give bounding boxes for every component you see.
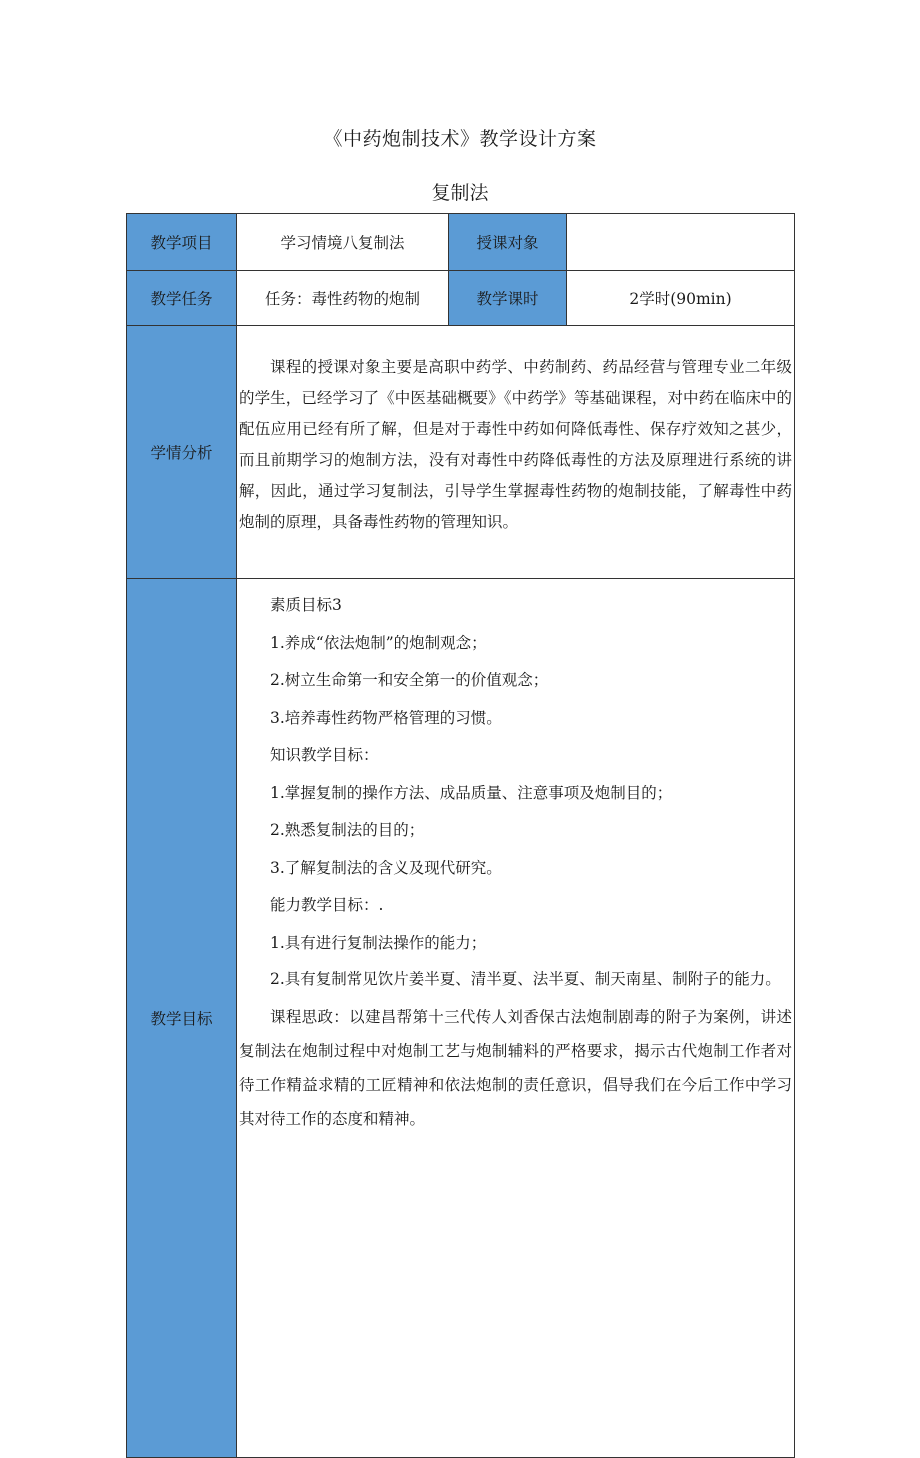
goals-label: 教学目标	[127, 579, 237, 1458]
audience-label: 授课对象	[449, 214, 567, 271]
project-value: 学习情境八复制法	[237, 214, 449, 271]
civic-text: 课程思政：以建昌帮第十三代传人刘香保古法炮制剧毒的附子为案例，讲述复制法在炮制过程中对炮制工艺与炮制辅料的严格要求，揭示古代炮制工作者对待工作精益求精的工匠精神和依法炮制的责任意识，倡导我们在今后工作中学习其对待工作的态度和精神。	[239, 1008, 792, 1128]
knowledge-item: 3.了解复制法的含义及现代研究。	[270, 858, 502, 877]
quality-item: 1.养成“依法炮制”的炮制观念；	[270, 633, 487, 652]
task-value: 任务：毒性药物的炮制	[237, 271, 449, 326]
knowledge-item: 2.熟悉复制法的目的；	[270, 821, 425, 839]
analysis-cell	[237, 326, 795, 579]
hours-label: 教学课时	[449, 271, 567, 326]
quality-item: 2.树立生命第一和安全第一的价值观念；	[270, 671, 549, 689]
row-task	[127, 271, 795, 326]
document-subtitle: 复制法	[431, 182, 489, 204]
hours-value: 2学时(90min)	[567, 271, 795, 326]
quality-heading: 素质目标3	[270, 596, 342, 614]
teaching-plan-table	[126, 213, 795, 1458]
analysis-label: 学情分析	[127, 326, 237, 579]
ability-heading: 能力教学目标：.	[270, 896, 384, 914]
project-label: 教学项目	[127, 214, 237, 271]
row-goals	[127, 579, 795, 1458]
quality-item: 3.培养毒性药物严格管理的习惯。	[270, 708, 502, 727]
goals-cell	[237, 579, 795, 1458]
knowledge-heading: 知识教学目标：	[270, 746, 379, 764]
ability-item: 2.具有复制常见饮片姜半夏、清半夏、法半夏、制天南星、制附子的能力。	[270, 970, 781, 988]
ability-item: 1.具有进行复制法操作的能力；	[270, 933, 487, 952]
goals-content	[239, 587, 792, 1457]
row-analysis	[127, 326, 795, 579]
document-title: 《中药炮制技术》教学设计方案	[323, 128, 597, 150]
analysis-text: 课程的授课对象主要是高职中药学、中药制药、药品经营与管理专业二年级的学生，已经学习了《中医基础概要》《中药学》等基础课程，对中药在临床中的配伍应用已经有所了解，但是对于毒性中药如何降低毒性、保存疗效知之甚少，而且前期学习的炮制方法，没有对毒性中药降低毒性的方法及原理进行系统的讲解，因此，通过学习复制法，引导学生掌握毒性药物的炮制技能，了解毒性中药炮制的原理，具备毒性药物的管理知识。	[239, 358, 792, 531]
row-project	[127, 214, 795, 271]
knowledge-item: 1.掌握复制的操作方法、成品质量、注意事项及炮制目的；	[270, 783, 673, 802]
task-label: 教学任务	[127, 271, 237, 326]
audience-value	[567, 214, 795, 271]
